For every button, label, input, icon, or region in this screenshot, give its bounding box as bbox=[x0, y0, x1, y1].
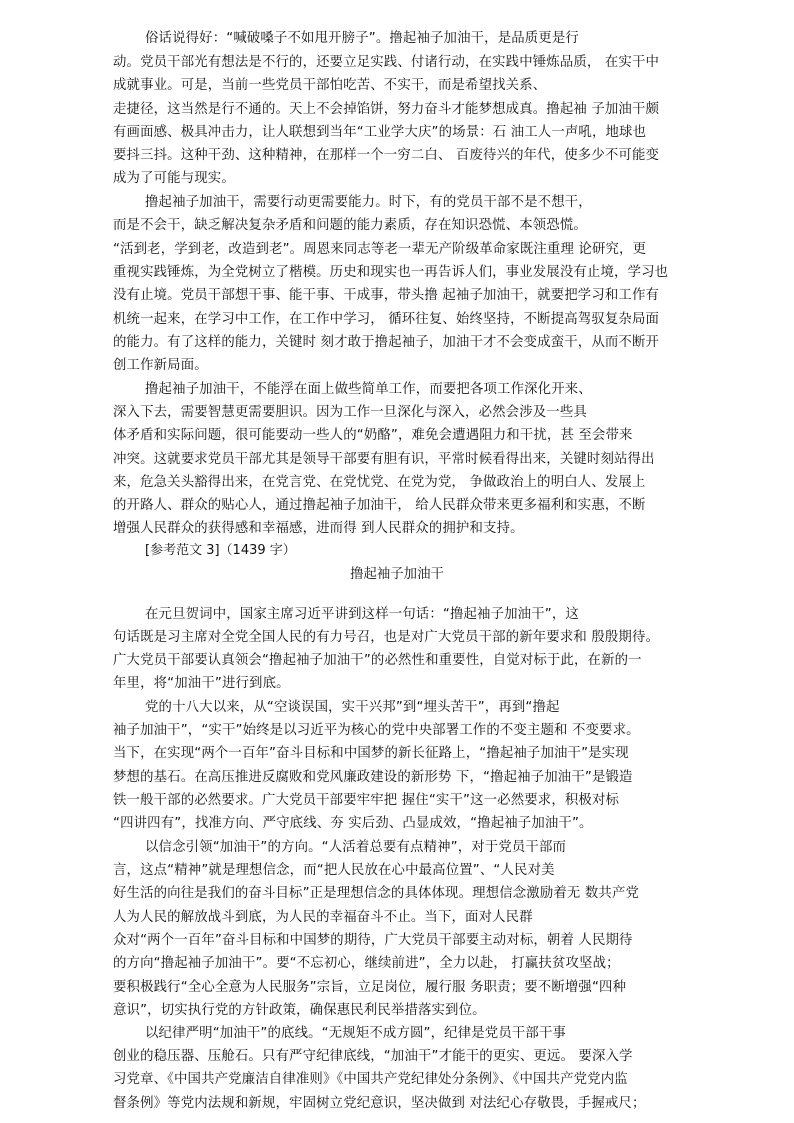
essay2-line: 来，危急关头豁得出来，在党言党、在党忧党、在党为党， 争做政治上的明白人、发展上 bbox=[113, 475, 646, 490]
essay2-line: 撸起袖子加油干，需要行动更需要能力。时下，有的党员干部不是不想干， bbox=[145, 195, 592, 210]
ref3-line: 要积极践行“全心全意为人民服务”宗旨，立足岗位，履行服 务职责；要不断增强“四种 bbox=[113, 980, 627, 995]
essay2-line: 成为了可能与现实。 bbox=[113, 171, 235, 186]
essay2-line: 机统一起来，在学习中工作，在工作中学习， 循环往复、始终坚持，不断提高驾驭复杂局面 bbox=[113, 312, 660, 327]
ref3-line: 在元旦贺词中，国家主席习近平讲到这样一句话：“撸起袖子加油干”，这 bbox=[145, 607, 579, 622]
ref3-line: 袖子加油干”，“实干”始终是以习近平为核心的党中央部署工作的不变主题和 不变要求。 bbox=[113, 723, 640, 738]
essay2-line: 增强人民群众的获得感和幸福感，进而得 到人民群众的拥护和支持。 bbox=[113, 521, 524, 536]
ref3-line: 创业的稳压器、压舱石。只有严守纪律底线，“加油干”才能干的更实、更远。 要深入学 bbox=[113, 1049, 633, 1064]
essay2-line: 有画面感、极具冲击力，让人联想到当年“工业学大庆”的场景：石 油工人一声吼，地球也 bbox=[113, 125, 647, 140]
essay2-line: 的开路人、群众的贴心人，通过撸起袖子加油干， 给人民群众带来更多福利和实惠，不断 bbox=[113, 498, 646, 513]
essay-title: 撸起袖子加油干 bbox=[350, 567, 444, 582]
ref3-line: 习党章、《中国共产党廉洁自律准则》《中国共产党纪律处分条例》、《中国共产党党内监 bbox=[113, 1072, 628, 1087]
ref3-line: 督条例》等党内法规和新规，牢固树立党纪意识，坚决做到 对法纪心存敬畏，手握戒尺； bbox=[113, 1096, 646, 1111]
ref3-line: 句话既是习主席对全党全国人民的有力号召，也是对广大党员干部的新年要求和 殷殷期待。 bbox=[113, 630, 660, 645]
essay2-line: 要抖三抖。这种干劲、这种精神，在那样一个一穷二白、 百废待兴的年代，使多少不可能变 bbox=[113, 148, 660, 163]
essay2-line: 深入下去，需要智慧更需要胆识。因为工作一旦深化与深入，必然会涉及一些具 bbox=[113, 405, 587, 420]
essay2-line: 没有止境。党员干部想干事、能干事、干成事，带头撸 起袖子加油干，就要把学习和工作有 bbox=[113, 288, 660, 303]
ref3-line: 人为人民的解放战斗到底，为人民的幸福奋斗不止。当下，面对人民群 bbox=[113, 910, 533, 925]
ref3-line: 言，这点“精神”就是理想信念，而“把人民放在心中最高位置”、“人民对美 bbox=[113, 863, 555, 878]
essay2-line: 创工作新局面。 bbox=[113, 358, 208, 373]
ref3-line: 的方向“撸起袖子加油干”。要“不忘初心，继续前进”，全力以赴， 打赢扶贫攻坚战； bbox=[113, 956, 620, 971]
essay2-line: 重视实践锤炼，为全党树立了楷模。历史和现实也一再告诉人们，事业发展没有止境，学习也 bbox=[113, 265, 669, 280]
essay2-line: 的能力。有了这样的能力，关键时 刻才敢于撸起袖子，加油干才不会变成蛮干，从而不断开 bbox=[113, 335, 660, 350]
essay2-line: 撸起袖子加油干，不能浮在面上做些简单工作，而要把各项工作深化开来、 bbox=[145, 382, 592, 397]
ref3-line: 以纪律严明“加油干”的底线。“无规矩不成方圆”，纪律是党员干部干事 bbox=[145, 1026, 567, 1041]
essay2-line: 而是不会干，缺乏解决复杂矛盾和问题的能力素质，存在知识恐慌、本领恐慌。 bbox=[113, 218, 587, 233]
ref3-line: 好生活的向往是我们的奋斗目标”正是理想信念的具体体现。理想信念激励着无 数共产党 bbox=[113, 886, 640, 901]
ref3-line: 党的十八大以来，从“空谈误国，实干兴邦”到“埋头苦干”，再到“撸起 bbox=[145, 700, 560, 715]
ref3-line: 意识”，切实执行党的方针政策，确保惠民利民举措落实到位。 bbox=[113, 1003, 486, 1018]
reference-label: [参考范文 3]（1439 字） bbox=[145, 543, 296, 558]
essay2-line: “活到老，学到老，改造到老”。周恩来同志等老一辈无产阶级革命家既注重理 论研究，更 bbox=[113, 242, 647, 257]
essay2-line: 成就事业。可是，当前一些党员干部怕吃苦、不实干，而是希望找关系、 bbox=[113, 78, 547, 93]
ref3-line: 以信念引领“加油干”的方向。“人活着总要有点精神”，对于党员干部而 bbox=[145, 840, 567, 855]
ref3-line: 广大党员干部要认真领会“撸起袖子加油干”的必然性和重要性，自觉对标于此，在新的一 bbox=[113, 653, 642, 668]
essay2-line: 走捷径，这当然是行不通的。天上不会掉馅饼，努力奋斗才能梦想成真。撸起袖 子加油干颇 bbox=[113, 102, 660, 117]
ref3-line: 众对“两个一百年”奋斗目标和中国梦的期待，广大党员干部要主动对标，朝着 人民期待 bbox=[113, 933, 633, 948]
ref3-line: 当下，在实现“两个一百年”奋斗目标和中国梦的新长征路上，“撸起袖子加油干”是实现 bbox=[113, 746, 629, 761]
essay2-line: 动。党员干部光有想法是不行的，还要立足实践、付诸行动，在实践中锤炼品质， 在实干中 bbox=[113, 55, 660, 70]
ref3-line: “四讲四有”，找准方向、严守底线、夯 实后劲、凸显成效，“撸起袖子加油干”。 bbox=[113, 816, 593, 831]
essay2-line: 俗话说得好：“喊破嗓子不如甩开膀子”。撸起袖子加油干，是品质更是行 bbox=[145, 31, 579, 46]
ref3-line: 梦想的基石。在高压推进反腐败和党风廉政建设的新形势 下，“撸起袖子加油干”是锻造 bbox=[113, 770, 633, 785]
essay2-line: 冲突。这就要求党员干部尤其是领导干部要有胆有识，平常时候看得出来，关键时刻站得出 bbox=[113, 452, 655, 467]
ref3-line: 铁一般干部的必然要求。广大党员干部要牢牢把 握住“实干”这一必然要求，积极对标 bbox=[113, 793, 620, 808]
ref3-line: 年里，将“加油干”进行到底。 bbox=[113, 676, 290, 691]
essay2-line: 体矛盾和实际问题，很可能要动一些人的“奶酪”，难免会遭遇阻力和干扰，甚 至会带来 bbox=[113, 428, 633, 443]
